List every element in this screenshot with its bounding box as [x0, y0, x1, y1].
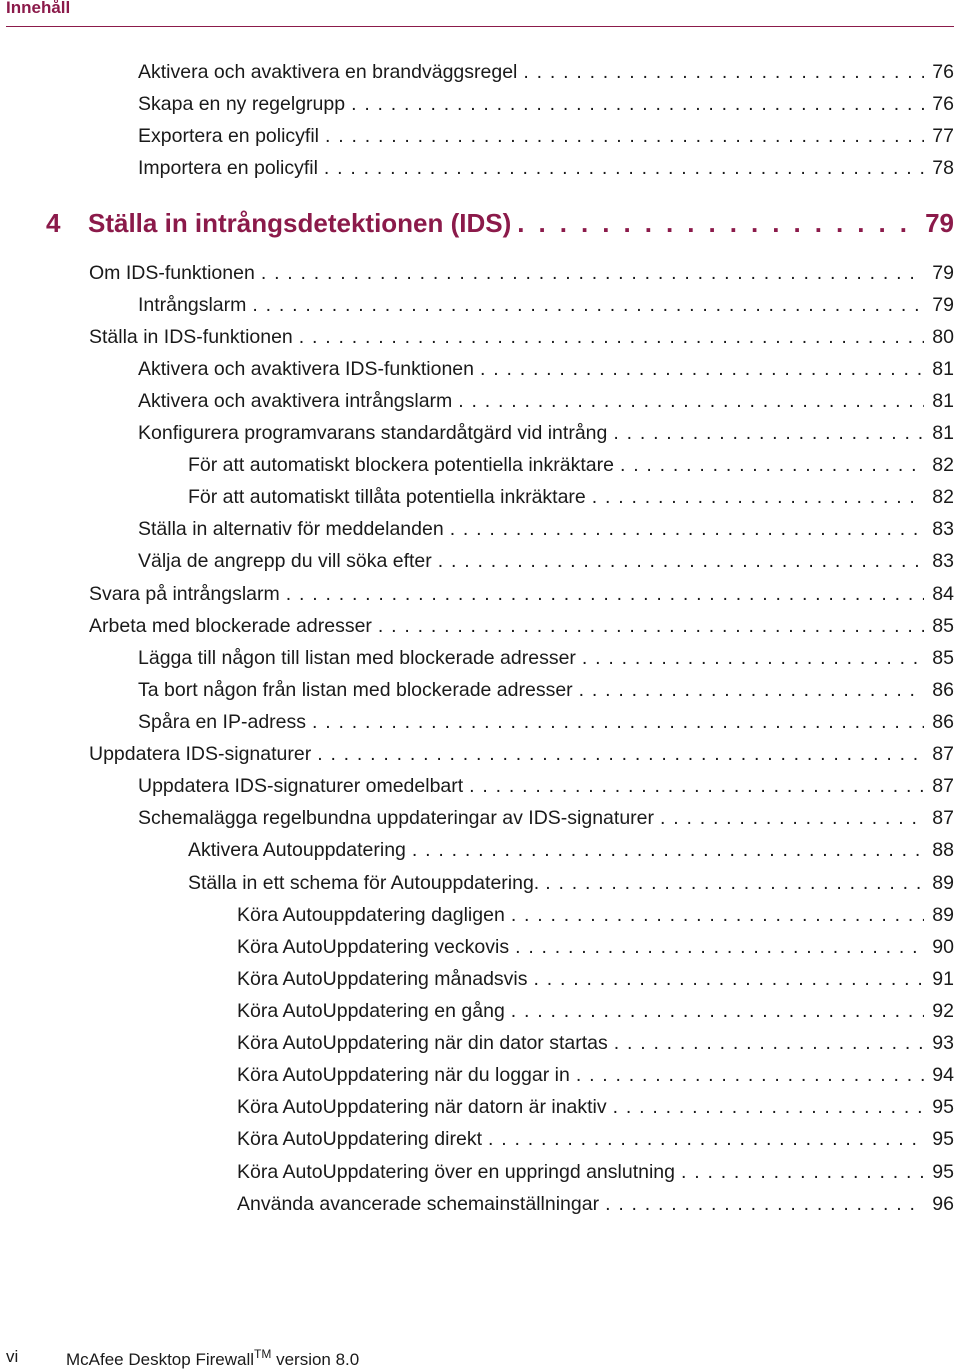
toc-entry-label: Skapa en ny regelgrupp	[138, 93, 346, 115]
toc-entry-label: Köra AutoUppdatering över en uppringd anslutning	[237, 1161, 675, 1183]
toc-leader-dots	[488, 1127, 924, 1151]
toc-leader-dots	[613, 421, 924, 445]
toc-entry[interactable]	[138, 517, 954, 541]
toc-leader-dots	[620, 453, 924, 477]
toc-entry-page: 79	[932, 294, 954, 316]
toc-entry-label: Arbeta med blockerade adresser	[89, 615, 372, 637]
header-divider	[6, 26, 954, 27]
footer-trademark: TM	[254, 1347, 272, 1361]
toc-leader-dots	[534, 967, 925, 991]
toc-entry-page: 79	[932, 262, 954, 284]
toc-leader-dots	[511, 999, 925, 1023]
toc-entry-label: Köra Autouppdatering dagligen	[237, 904, 505, 926]
toc-entry[interactable]	[138, 421, 954, 445]
toc-entry-label: Om IDS-funktionen	[89, 262, 255, 284]
toc-leader-dots	[517, 208, 917, 238]
toc-entry-page: 82	[932, 486, 954, 508]
toc-entry[interactable]	[138, 710, 954, 734]
toc-entry-label: Köra AutoUppdatering direkt	[237, 1128, 482, 1150]
toc-leader-dots	[261, 261, 924, 285]
toc-entry[interactable]	[138, 357, 954, 381]
toc-leader-dots	[324, 156, 924, 180]
toc-entry[interactable]	[138, 60, 954, 84]
toc-entry-page: 76	[932, 93, 954, 115]
toc-entry-label: Importera en policyfil	[138, 157, 318, 179]
toc-leader-dots	[614, 1031, 925, 1055]
toc-entry-label: För att automatiskt tillåta potentiella inkräktare	[188, 486, 586, 508]
chapter-number: 4	[46, 208, 61, 238]
toc-entry[interactable]	[138, 774, 954, 798]
toc-leader-dots	[579, 678, 925, 702]
toc-entry-label: Intrångslarm	[138, 294, 247, 316]
toc-entry[interactable]	[138, 124, 954, 148]
toc-entry-page: 84	[932, 583, 954, 605]
toc-entry[interactable]	[89, 742, 954, 766]
toc-entry-page: 86	[932, 711, 954, 733]
toc-entry[interactable]	[138, 678, 954, 702]
toc-entry-page: 89	[932, 872, 954, 894]
footer-product-name: McAfee Desktop Firewall	[66, 1350, 255, 1369]
toc-leader-dots	[252, 293, 924, 317]
toc-leader-dots	[480, 357, 924, 381]
toc-entry-page: 96	[932, 1193, 954, 1215]
toc-leader-dots	[458, 389, 924, 413]
toc-leader-dots	[545, 871, 924, 895]
footer-page-number: vi	[6, 1347, 19, 1366]
toc-leader-dots	[450, 517, 925, 541]
toc-entry-label: Använda avancerade schemainställningar	[237, 1193, 600, 1215]
toc-entry-label: Konfigurera programvarans standardåtgärd vid intrång	[138, 422, 608, 444]
toc-entry[interactable]	[89, 325, 954, 349]
toc-entry-page: 83	[932, 550, 954, 572]
toc-entry[interactable]	[188, 871, 954, 895]
toc-leader-dots	[312, 710, 924, 734]
toc-entry[interactable]	[237, 967, 954, 991]
footer-version: version 8.0	[276, 1350, 360, 1369]
toc-entry-label: Köra AutoUppdatering månadsvis	[237, 968, 528, 990]
toc-entry[interactable]	[188, 838, 954, 862]
toc-entry-label: Aktivera och avaktivera en brandväggsregel	[138, 61, 518, 83]
toc-entry[interactable]	[237, 1127, 954, 1151]
toc-entry[interactable]	[89, 261, 954, 285]
toc-entry-label: Exportera en policyfil	[138, 125, 320, 147]
toc-entry[interactable]	[237, 1192, 954, 1216]
toc-entry-page: 76	[932, 61, 954, 83]
toc-entry[interactable]	[138, 293, 954, 317]
toc-entry[interactable]	[89, 582, 954, 606]
toc-entry[interactable]	[138, 156, 954, 180]
toc-leader-dots	[317, 742, 924, 766]
toc-entry-page: 87	[932, 807, 954, 829]
toc-entry[interactable]	[188, 485, 954, 509]
toc-leader-dots	[515, 935, 924, 959]
toc-leader-dots	[523, 60, 924, 84]
toc-entry-page: 87	[932, 743, 954, 765]
toc-entry-page: 77	[932, 125, 954, 147]
toc-entry-page: 80	[932, 326, 954, 348]
toc-entry-label: Ta bort någon från listan med blockerade adresser	[138, 679, 573, 701]
toc-entry-page: 95	[932, 1161, 954, 1183]
toc-entry[interactable]	[237, 1063, 954, 1087]
toc-leader-dots	[681, 1160, 924, 1184]
toc-entry[interactable]	[138, 389, 954, 413]
toc-entry-label: Svara på intrångslarm	[89, 583, 280, 605]
toc-entry-label: Uppdatera IDS-signaturer	[89, 743, 312, 765]
toc-leader-dots	[576, 1063, 924, 1087]
toc-entry-label: Aktivera och avaktivera intrångslarm	[138, 390, 453, 412]
toc-entry-page: 81	[932, 390, 954, 412]
toc-entry-label: Välja de angrepp du vill söka efter	[138, 550, 432, 572]
toc-entry-page: 94	[932, 1064, 954, 1086]
toc-entry-page: 83	[932, 518, 954, 540]
toc-chapter-heading[interactable]	[46, 208, 954, 238]
toc-entry-page: 85	[932, 615, 954, 637]
toc-leader-dots	[378, 614, 924, 638]
toc-entry-page: 92	[932, 1000, 954, 1022]
toc-leader-dots	[605, 1192, 924, 1216]
toc-entry-label: För att automatiskt blockera potentiella inkräktare	[188, 454, 614, 476]
chapter-page: 79	[925, 208, 954, 238]
toc-leader-dots	[613, 1095, 925, 1119]
toc-entry-page: 90	[932, 936, 954, 958]
toc-entry-page: 86	[932, 679, 954, 701]
toc-entry[interactable]	[138, 806, 954, 830]
toc-leader-dots	[469, 774, 924, 798]
toc-leader-dots	[511, 903, 924, 927]
toc-entry-label: Köra AutoUppdatering när din dator startas	[237, 1032, 608, 1054]
toc-entry[interactable]	[138, 92, 954, 116]
page-header-title: Innehåll	[6, 0, 71, 17]
toc-entry-label: Köra AutoUppdatering veckovis	[237, 936, 510, 958]
toc-entry-label: Lägga till någon till listan med blockerade adresser	[138, 647, 576, 669]
toc-leader-dots	[582, 646, 924, 670]
toc-entry-page: 78	[932, 157, 954, 179]
toc-entry-label: Ställa in IDS-funktionen	[89, 326, 293, 348]
toc-leader-dots	[438, 549, 925, 573]
toc-leader-dots	[660, 806, 924, 830]
toc-entry-page: 81	[932, 358, 954, 380]
toc-entry[interactable]	[237, 903, 954, 927]
toc-leader-dots	[286, 582, 925, 606]
toc-entry-label: Köra AutoUppdatering när datorn är inaktiv	[237, 1096, 607, 1118]
toc-leader-dots	[351, 92, 924, 116]
toc-leader-dots	[325, 124, 924, 148]
toc-entry-page: 82	[932, 454, 954, 476]
toc-entry-page: 93	[932, 1032, 954, 1054]
toc-entry[interactable]	[237, 1160, 954, 1184]
toc-entry-label: Köra AutoUppdatering en gång	[237, 1000, 505, 1022]
toc-entry-label: Schemalägga regelbundna uppdateringar av IDS-signaturer	[138, 807, 654, 829]
toc-entry-label: Köra AutoUppdatering när du loggar in	[237, 1064, 570, 1086]
toc-entry-label: Spåra en IP-adress	[138, 711, 307, 733]
toc-entry[interactable]	[138, 646, 954, 670]
toc-entry-page: 89	[932, 904, 954, 926]
toc-entry-label: Uppdatera IDS-signaturer omedelbart	[138, 775, 464, 797]
toc-entry-page: 81	[932, 422, 954, 444]
toc-entry-label: Ställa in ett schema för Autouppdatering.	[188, 872, 540, 894]
toc-entry-page: 91	[932, 968, 954, 990]
toc-entry[interactable]	[138, 549, 954, 573]
toc-entry-page: 85	[932, 647, 954, 669]
toc-entry-label: Ställa in alternativ för meddelanden	[138, 518, 444, 540]
toc-leader-dots	[592, 485, 925, 509]
toc-entry[interactable]	[237, 935, 954, 959]
toc-entry[interactable]	[188, 453, 954, 477]
toc-entry-page: 87	[932, 775, 954, 797]
footer-product	[66, 1347, 359, 1370]
toc-entry[interactable]	[237, 1095, 954, 1119]
toc-entry[interactable]	[237, 999, 954, 1023]
toc-entry-page: 95	[932, 1096, 954, 1118]
toc-entry-page: 88	[932, 839, 954, 861]
toc-entry[interactable]	[237, 1031, 954, 1055]
toc-leader-dots	[299, 325, 925, 349]
chapter-title: Ställa in intrångsdetektionen (IDS)	[88, 208, 512, 238]
toc-entry[interactable]	[89, 614, 954, 638]
toc-entry-label: Aktivera Autouppdatering	[188, 839, 406, 861]
toc-entry-page: 95	[932, 1128, 954, 1150]
toc-leader-dots	[412, 838, 924, 862]
toc-entry-label: Aktivera och avaktivera IDS-funktionen	[138, 358, 474, 380]
